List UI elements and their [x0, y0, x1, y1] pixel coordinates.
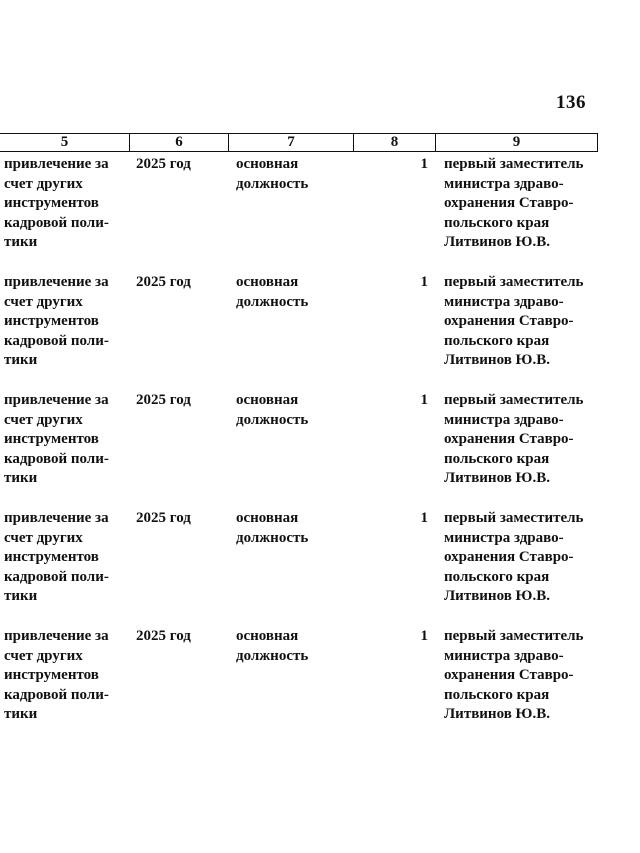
cell-responsible: первый заместитель министра здраво- охранения Ставро- польского края Литвинов Ю.В.: [444, 628, 584, 722]
cell-position-type: основная должность: [236, 156, 309, 192]
cell-position-type: основная должность: [236, 392, 309, 428]
cell-year: 2025 год: [136, 510, 191, 526]
cell-responsible: первый заместитель министра здраво- охранения Ставро- польского края Литвинов Ю.В.: [444, 156, 584, 250]
cell-count: 1: [420, 156, 428, 172]
cell-count: 1: [420, 628, 428, 644]
cell-method: привлечение за счет других инструментов кадровой поли- тики: [4, 628, 109, 722]
cell-position-type: основная должность: [236, 274, 309, 310]
cell-year: 2025 год: [136, 274, 191, 290]
cell-responsible: первый заместитель министра здраво- охранения Ставро- польского края Литвинов Ю.В.: [444, 274, 584, 368]
cell-method: привлечение за счет других инструментов кадровой поли- тики: [4, 274, 109, 368]
page-number: 136: [556, 92, 586, 113]
cell-method: привлечение за счет других инструментов кадровой поли- тики: [4, 510, 109, 604]
cell-position-type: основная должность: [236, 628, 309, 664]
cell-count: 1: [420, 392, 428, 408]
column-header-5: 5: [60, 134, 69, 150]
table-row: [0, 155, 640, 273]
cell-year: 2025 год: [136, 628, 191, 644]
table-row: [0, 273, 640, 391]
cell-position-type: основная должность: [236, 510, 309, 546]
cell-responsible: первый заместитель министра здраво- охранения Ставро- польского края Литвинов Ю.В.: [444, 392, 584, 486]
cell-count: 1: [420, 274, 428, 290]
table-row: [0, 391, 640, 509]
table-row: [0, 509, 640, 627]
column-header-8: 8: [353, 134, 435, 151]
cell-year: 2025 год: [136, 392, 191, 408]
column-header-6: 6: [129, 134, 228, 151]
table-header-row: [0, 133, 598, 152]
cell-responsible: первый заместитель министра здраво- охранения Ставро- польского края Литвинов Ю.В.: [444, 510, 584, 604]
column-header-9: 9: [435, 134, 597, 151]
cell-method: привлечение за счет других инструментов кадровой поли- тики: [4, 392, 109, 486]
cell-year: 2025 год: [136, 156, 191, 172]
column-header-7: 7: [228, 134, 353, 151]
cell-method: привлечение за счет других инструментов кадровой поли- тики: [4, 156, 109, 250]
cell-count: 1: [420, 510, 428, 526]
table-row: [0, 627, 640, 745]
